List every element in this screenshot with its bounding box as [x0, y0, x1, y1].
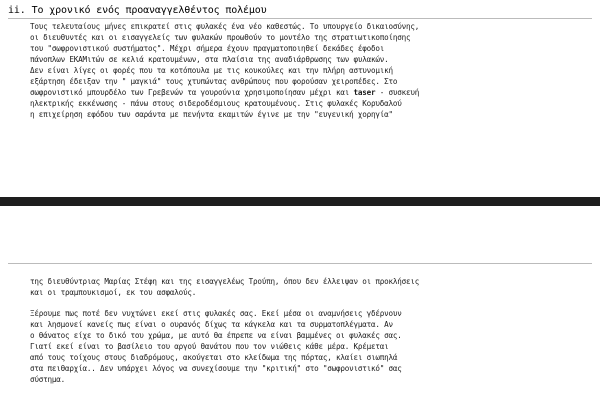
- section-number: ii.: [8, 5, 26, 16]
- paragraph-1: [30, 21, 595, 120]
- page-top-divider: [8, 263, 592, 264]
- text-line: Τους τελευταίους μήνες επικρατεί στις φυλακές ένα νέο καθεστώς. Το υπουργείο δικαιοσύνης,: [30, 22, 420, 31]
- page-upper: [0, 0, 600, 197]
- text-line: εξάρτηση έδειξαν την " μαγκιά" τους χτυπώντας ανθρώπους που φορούσαν χειροπέδες. Στο: [30, 77, 398, 86]
- text-line: ηλεκτρικής εκκένωσης - πάνω στους σιδεροδέσμιους κρατουμένους. Στις φυλακές Κορυδαλού: [30, 99, 402, 108]
- text-line: του "σωφρονιστικού συστήματος". Μέχρι σήμερα έχουν πραγματοποιηθεί δεκάδες έφοδοι: [30, 44, 385, 53]
- text-line: πάνοπλων ΕΚΑΜιτών σε κελιά κρατουμένων, στα πλαίσια της αναδιάρθρωσης των φυλακών.: [30, 55, 389, 64]
- text-line: Ξέρουμε πως ποτέ δεν νυχτώνει εκεί στις φυλακές σας. Εκεί μέσα οι αναμνήσεις γδέρνουν: [30, 309, 402, 318]
- text-line: η επιχείρηση εφόδου των σαράντα με πενήντα εκαμιτών έγινε με την "ευγενική χορηγία": [30, 110, 393, 119]
- text-line: της διευθύντριας Μαρίας Στέφη και της εισαγγελέως Τρούπη, όπου δεν έλλειψαν οι προκλήσεις: [30, 277, 420, 286]
- text-line: σύστημα.: [30, 375, 65, 384]
- text-line: και οι τραμπουκισμοί, εκ του ασφαλούς.: [30, 288, 197, 297]
- paragraph-1-continued: [30, 276, 595, 298]
- text-line: Δεν είναι λίγες οι φορές που τα κοτόπουλα με τις κουκούλες και την πλήρη αστυνομική: [30, 66, 393, 75]
- text-line: ο θάνατος είχε το δικό του χρώμα, με αυτό θα έπρεπε να είναι βαμμένες οι φυλακές σας.: [30, 331, 402, 340]
- page-break-bar: [0, 197, 600, 206]
- text-line: σωφρονιστικό μπουρδέλο των Γρεβενών τα γουρούνια χρησιμοποίησαν μέχρι και taser - συσκευή: [30, 88, 420, 97]
- emphasis-text: taser: [353, 88, 376, 97]
- paragraph-2: [30, 308, 595, 385]
- heading-divider: [8, 18, 592, 19]
- section-title: Το χρονικό ενός προαναγγελθέντος πολέμου: [31, 5, 267, 16]
- text-line: στα πειθαρχία.. Δεν υπάρχει λόγος να συνεχίσουμε την "κριτική" στο "σωφρονιστικό" σας: [30, 364, 402, 373]
- text-line: οι διευθυντές και οι εισαγγελείς των φυλακών προωθούν το μοντέλο της στρατιωτικοποίησης: [30, 33, 411, 42]
- text-line: Γιατί εκεί είναι το βασίλειο του αργού θανάτου που τον νιώθεις κάθε μέρα. Κρέμεται: [30, 342, 389, 351]
- section-heading: [8, 5, 266, 17]
- text-line: και λησμονεί κανείς πως είναι ο ουρανός δίχως τα κάγκελα και τα συρματοπλέγματα. Αν: [30, 320, 393, 329]
- text-line: από τους τοίχους στους διαδρόμους, ακούγεται στο κλείδωμα της πόρτας, κλαίει σιωπηλά: [30, 353, 398, 362]
